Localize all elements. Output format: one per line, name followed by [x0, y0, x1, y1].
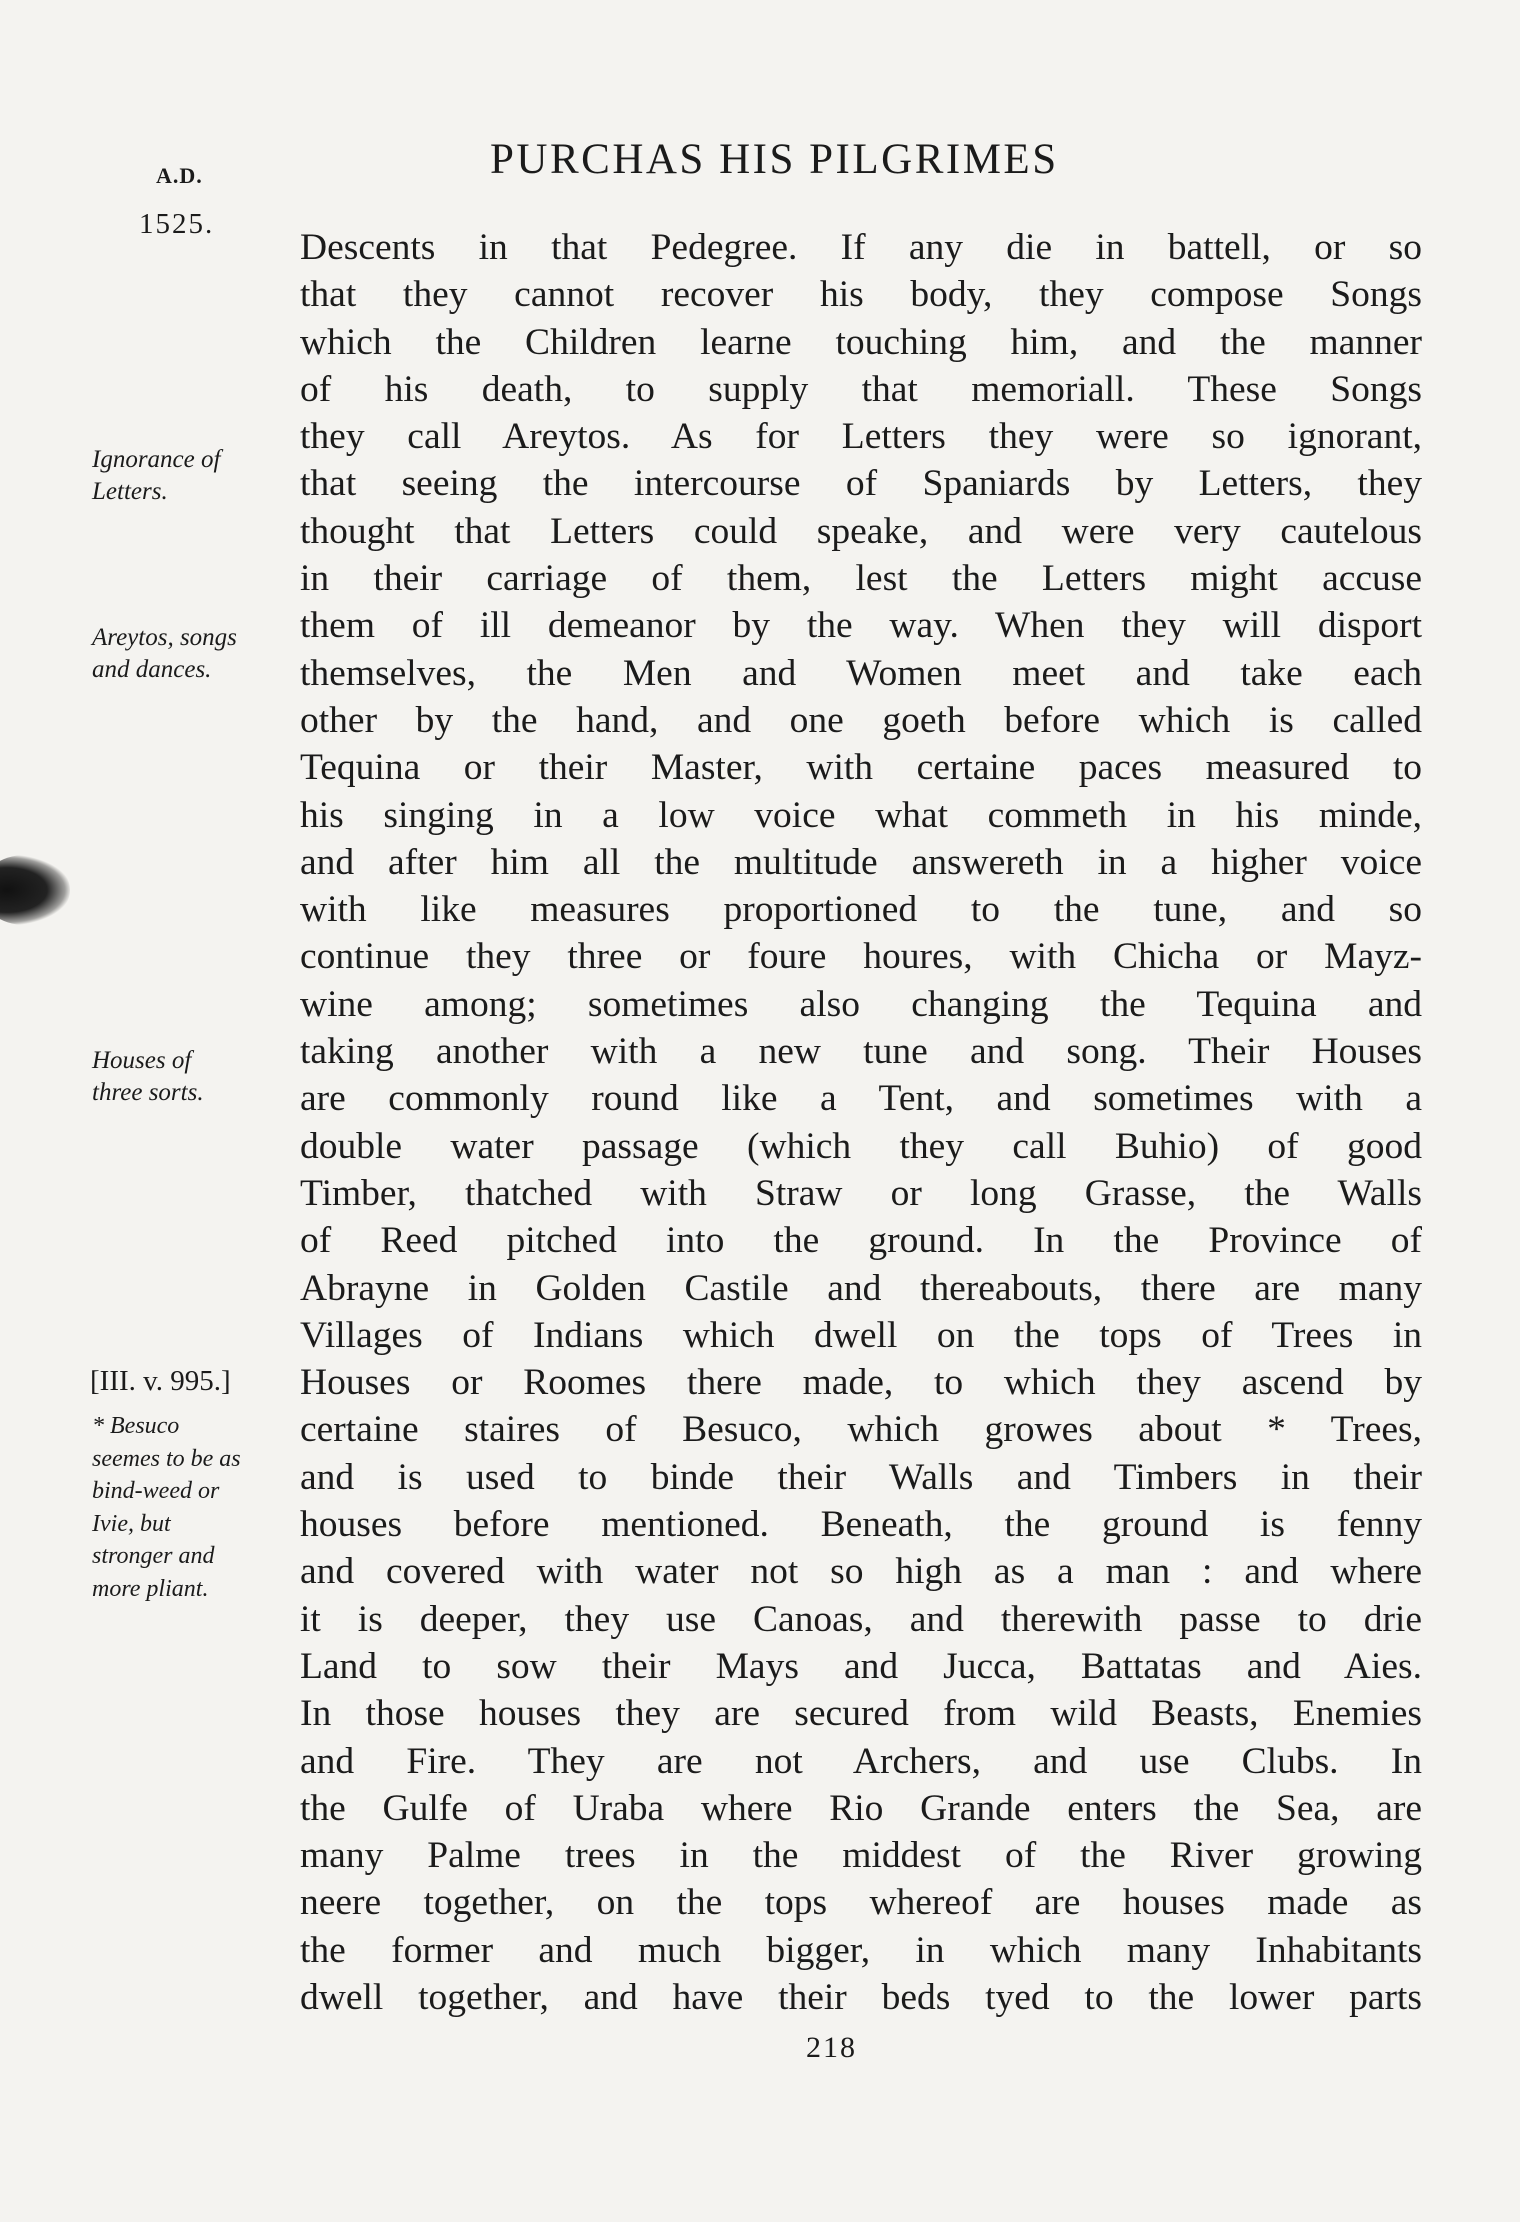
body-line: them of ill demeanor by the way. When they will disport	[300, 605, 1422, 647]
body-line: In those houses they are secured from wild Beasts, Enemies	[300, 1693, 1422, 1735]
margin-note-line: and dances.	[92, 656, 212, 683]
margin-note-line: Areytos, songs	[92, 624, 237, 651]
margin-note-line: bind-weed or	[92, 1478, 220, 1504]
body-line: Land to sow their Mays and Jucca, Battatas and Aies.	[300, 1645, 1422, 1687]
margin-note-areytos	[92, 622, 237, 686]
margin-note-ignorance	[92, 444, 220, 508]
body-line: thought that Letters could speake, and were very cautelous	[300, 510, 1422, 552]
year-label: 1525.	[139, 208, 215, 240]
body-line: Tequina or their Master, with certaine paces measured to	[300, 747, 1422, 789]
body-line: Descents in that Pedegree. If any die in battell, or so	[300, 227, 1422, 268]
body-line: certaine staires of Besuco, which growes about * Trees,	[300, 1409, 1422, 1451]
margin-note-line: stronger and	[92, 1543, 215, 1569]
thumb-smudge	[0, 855, 70, 925]
body-line: dwell together, and have their beds tyed to the lower parts	[300, 1976, 1422, 2018]
body-line: Abrayne in Golden Castile and thereabouts, there are many	[300, 1267, 1422, 1309]
body-line: the former and much bigger, in which many Inhabitants	[300, 1929, 1422, 1971]
body-line: and covered with water not so high as a man : and where	[300, 1551, 1422, 1593]
margin-note-line: Ignorance of	[92, 446, 221, 473]
body-line: they call Areytos. As for Letters they were so ignorant,	[300, 416, 1422, 458]
body-line: double water passage (which they call Buhio) of good	[300, 1125, 1422, 1167]
body-line: taking another with a new tune and song. Their Houses	[300, 1031, 1422, 1073]
era-label: A.D.	[156, 163, 203, 188]
margin-note-line: Letters.	[92, 478, 168, 505]
margin-note-besuco	[92, 1410, 241, 1605]
page-number: 218	[806, 2031, 857, 2064]
body-line: houses before mentioned. Beneath, the ground is fenny	[300, 1504, 1422, 1546]
body-line: the Gulfe of Uraba where Rio Grande enters the Sea, are	[300, 1787, 1422, 1829]
running-title: PURCHAS HIS PILGRIMES	[490, 136, 1059, 183]
body-line: wine among; sometimes also changing the Tequina and	[300, 983, 1422, 1025]
margin-note-line: more pliant.	[92, 1575, 209, 1602]
body-line: and is used to binde their Walls and Timbers in their	[300, 1456, 1422, 1498]
body-line: neere together, on the tops whereof are houses made as	[300, 1882, 1422, 1924]
body-line: Houses or Roomes there made, to which they ascend by	[300, 1362, 1422, 1404]
margin-note-reference	[90, 1365, 231, 1397]
body-line: are commonly round like a Tent, and sometimes with a	[300, 1078, 1422, 1120]
body-line: Villages of Indians which dwell on the tops of Trees in	[300, 1314, 1422, 1356]
body-line: his singing in a low voice what commeth in his minde,	[300, 794, 1422, 836]
margin-note-line: Ivie, but	[92, 1510, 171, 1537]
body-line: of his death, to supply that memoriall. These Songs	[300, 368, 1422, 410]
body-line: of Reed pitched into the ground. In the Province of	[300, 1220, 1422, 1262]
body-line: with like measures proportioned to the tune, and so	[300, 889, 1422, 931]
body-line: and after him all the multitude answereth in a higher voice	[300, 841, 1422, 883]
body-line: other by the hand, and one goeth before which is called	[300, 699, 1422, 741]
body-line: it is deeper, they use Canoas, and therewith passe to drie	[300, 1598, 1422, 1640]
margin-note-line: three sorts.	[92, 1079, 204, 1106]
body-line: which the Children learne touching him, and the manner	[300, 321, 1422, 363]
body-line: that they cannot recover his body, they compose Songs	[300, 274, 1422, 316]
body-line: themselves, the Men and Women meet and take each	[300, 652, 1422, 694]
body-line: Timber, thatched with Straw or long Grasse, the Walls	[300, 1172, 1422, 1214]
body-line: in their carriage of them, lest the Letters might accuse	[300, 558, 1422, 600]
margin-note-line: [III. v. 995.]	[90, 1365, 231, 1397]
body-text	[300, 224, 1422, 2021]
margin-note-houses	[92, 1045, 204, 1109]
margin-note-line: seemes to be as	[92, 1445, 241, 1472]
margin-note-line: Houses of	[92, 1047, 192, 1074]
body-line: many Palme trees in the middest of the River growing	[300, 1835, 1422, 1877]
body-line: and Fire. They are not Archers, and use Clubs. In	[300, 1740, 1422, 1782]
margin-note-line: * Besuco	[92, 1413, 180, 1439]
body-line: that seeing the intercourse of Spaniards by Letters, they	[300, 463, 1422, 505]
body-line: continue they three or foure houres, with Chicha or Mayz-	[300, 936, 1422, 978]
